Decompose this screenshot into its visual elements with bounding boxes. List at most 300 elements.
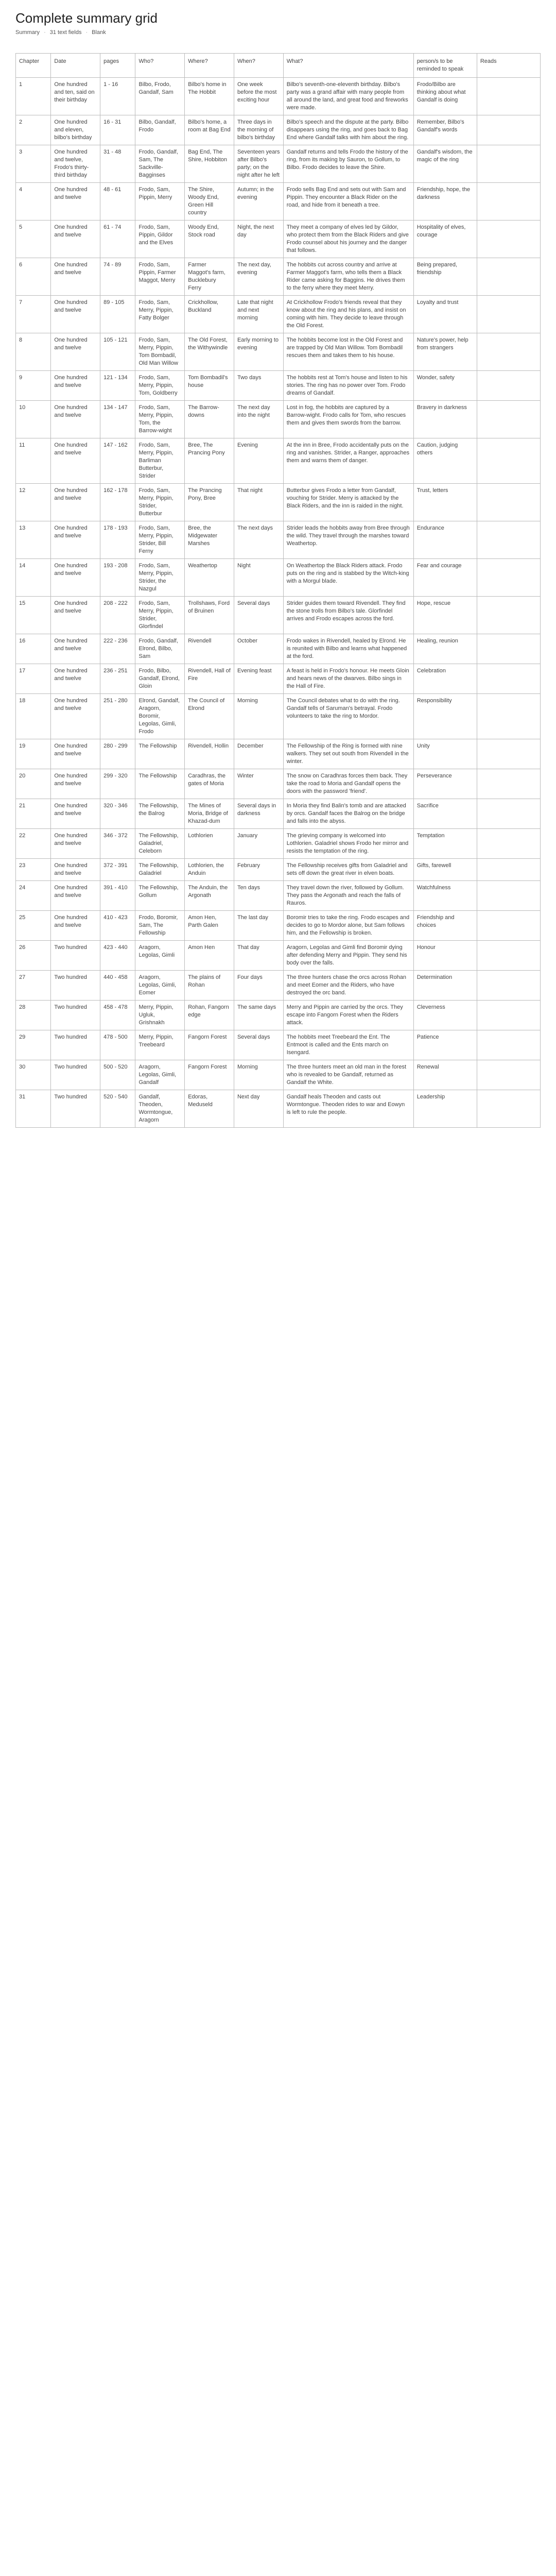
cell-chapter[interactable]: 28	[16, 1001, 51, 1030]
cell-reads[interactable]	[477, 333, 540, 371]
cell-reads[interactable]	[477, 1030, 540, 1060]
cell-reads[interactable]	[477, 258, 540, 296]
cell-what[interactable]: Gandalf returns and tells Frodo the history of the ring, from its making by Sauron, to Gollum, to Bilbo. Frodo decides to leave the Shire.	[283, 145, 413, 183]
cell-pages[interactable]: 147 - 162	[100, 438, 135, 484]
cell-chapter[interactable]: 23	[16, 859, 51, 881]
cell-date[interactable]: One hundred and ten, said on their birthday	[51, 78, 100, 115]
cell-chapter[interactable]: 10	[16, 401, 51, 438]
cell-when[interactable]: January	[234, 829, 283, 859]
cell-reads[interactable]	[477, 941, 540, 971]
cell-what[interactable]: The Council debates what to do with the ring. Gandalf tells of Saruman's betrayal. Frodo volunteers to take the ring to Mordor.	[283, 694, 413, 739]
cell-what[interactable]: Frodo sells Bag End and sets out with Sam and Pippin. They encounter a Black Rider on the road, and hide from it beneath a tree.	[283, 183, 413, 221]
cell-chapter[interactable]: 29	[16, 1030, 51, 1060]
cell-what[interactable]: They meet a company of elves led by Gildor, who protect them from the Black Riders and give Frodo counsel about his journey and the danger that follows.	[283, 221, 413, 258]
cell-what[interactable]: Gandalf heals Theoden and casts out Wormtongue. Theoden rides to war and Eowyn is left to rule the people.	[283, 1090, 413, 1128]
cell-chapter[interactable]: 21	[16, 799, 51, 829]
cell-when[interactable]: Three days in the morning of bilbo's birthday	[234, 115, 283, 145]
cell-person[interactable]: Perseverance	[413, 769, 477, 799]
cell-date[interactable]: One hundred and twelve	[51, 859, 100, 881]
cell-who[interactable]: Aragorn, Legolas, Gimli	[135, 941, 185, 971]
cell-where[interactable]: Amon Hen, Parth Galen	[185, 911, 234, 941]
cell-pages[interactable]: 222 - 236	[100, 634, 135, 664]
cell-who[interactable]: Frodo, Bilbo, Gandalf, Elrond, Gloin	[135, 664, 185, 694]
cell-what[interactable]: The hobbits become lost in the Old Forest and are trapped by Old Man Willow. Tom Bombadil rescues them and takes them to his house.	[283, 333, 413, 371]
cell-person[interactable]: Cleverness	[413, 1001, 477, 1030]
cell-date[interactable]: Two hundred	[51, 971, 100, 1001]
cell-person[interactable]: Patience	[413, 1030, 477, 1060]
cell-person[interactable]: Wonder, safety	[413, 371, 477, 401]
cell-where[interactable]: Fangorn Forest	[185, 1060, 234, 1090]
cell-date[interactable]: One hundred and twelve	[51, 739, 100, 769]
cell-chapter[interactable]: 19	[16, 739, 51, 769]
cell-what[interactable]: Bilbo's speech and the dispute at the party. Bilbo disappears using the ring, and goes back to Bag End where Gandalf talks with him about the ring.	[283, 115, 413, 145]
subtitle-status: Blank	[92, 29, 106, 36]
cell-person[interactable]: Endurance	[413, 521, 477, 559]
cell-reads[interactable]	[477, 634, 540, 664]
table-row	[16, 258, 541, 296]
cell-date[interactable]: Two hundred	[51, 1090, 100, 1128]
cell-when[interactable]: October	[234, 634, 283, 664]
cell-reads[interactable]	[477, 221, 540, 258]
cell-when[interactable]: Winter	[234, 769, 283, 799]
cell-reads[interactable]	[477, 1090, 540, 1128]
cell-reads[interactable]	[477, 664, 540, 694]
cell-when[interactable]: Several days	[234, 1030, 283, 1060]
cell-reads[interactable]	[477, 559, 540, 597]
cell-reads[interactable]	[477, 597, 540, 634]
cell-reads[interactable]	[477, 401, 540, 438]
cell-chapter[interactable]: 11	[16, 438, 51, 484]
cell-chapter[interactable]: 9	[16, 371, 51, 401]
cell-what[interactable]: Merry and Pippin are carried by the orcs. They escape into Fangorn Forest when the Riders attack.	[283, 1001, 413, 1030]
cell-who[interactable]: Elrond, Gandalf, Aragorn, Boromir, Legolas, Gimli, Frodo	[135, 694, 185, 739]
cell-what[interactable]: At Crickhollow Frodo's friends reveal that they know about the ring and his plans, and insist on coming with him. They decide to leave through the Old Forest.	[283, 296, 413, 333]
cell-who[interactable]: Frodo, Sam, Merry, Pippin, Strider, Glorfindel	[135, 597, 185, 634]
cell-what[interactable]: The grieving company is welcomed into Lothlorien. Galadriel shows Frodo her mirror and resists the temptation of the ring.	[283, 829, 413, 859]
cell-date[interactable]: One hundred and twelve	[51, 911, 100, 941]
cell-who[interactable]: Frodo, Boromir, Sam, The Fellowship	[135, 911, 185, 941]
cell-date[interactable]: One hundred and twelve	[51, 183, 100, 221]
cell-when[interactable]: Autumn; in the evening	[234, 183, 283, 221]
cell-chapter[interactable]: 1	[16, 78, 51, 115]
cell-person[interactable]: Temptation	[413, 829, 477, 859]
cell-when[interactable]: The last day	[234, 911, 283, 941]
cell-reads[interactable]	[477, 911, 540, 941]
cell-what[interactable]: Aragorn, Legolas and Gimli find Boromir dying after defending Merry and Pippin. They send his body over the falls.	[283, 941, 413, 971]
cell-chapter[interactable]: 13	[16, 521, 51, 559]
cell-who[interactable]: Merry, Pippin, Treebeard	[135, 1030, 185, 1060]
cell-date[interactable]: One hundred and twelve	[51, 799, 100, 829]
subtitle-count: 31 text fields	[49, 29, 82, 36]
cell-person[interactable]: Leadership	[413, 1090, 477, 1128]
cell-pages[interactable]: 208 - 222	[100, 597, 135, 634]
cell-where[interactable]: Bilbo's home in The Hobbit	[185, 78, 234, 115]
cell-who[interactable]: The Fellowship, Gollum	[135, 881, 185, 911]
table-row	[16, 971, 541, 1001]
cell-where[interactable]: Rivendell, Hollin	[185, 739, 234, 769]
cell-when[interactable]: Several days	[234, 597, 283, 634]
cell-when[interactable]: The next day into the night	[234, 401, 283, 438]
cell-reads[interactable]	[477, 296, 540, 333]
cell-when[interactable]: Morning	[234, 1060, 283, 1090]
cell-reads[interactable]	[477, 694, 540, 739]
cell-where[interactable]: Crickhollow, Buckland	[185, 296, 234, 333]
cell-reads[interactable]	[477, 739, 540, 769]
cell-reads[interactable]	[477, 859, 540, 881]
cell-what[interactable]: The Fellowship of the Ring is formed with nine walkers. They set out south from Rivendell in the winter.	[283, 739, 413, 769]
table-row	[16, 1060, 541, 1090]
column-header-who: Who?	[135, 54, 185, 78]
cell-reads[interactable]	[477, 484, 540, 521]
cell-person[interactable]: Nature's power, help from strangers	[413, 333, 477, 371]
cell-chapter[interactable]: 2	[16, 115, 51, 145]
cell-what[interactable]: The snow on Caradhras forces them back. They take the road to Moria and Gandalf opens the doors with the password 'friend'.	[283, 769, 413, 799]
cell-person[interactable]: Caution, judging others	[413, 438, 477, 484]
cell-where[interactable]: Rivendell, Hall of Fire	[185, 664, 234, 694]
cell-what[interactable]: They travel down the river, followed by Gollum. They pass the Argonath and reach the falls of Rauros.	[283, 881, 413, 911]
cell-what[interactable]: The three hunters meet an old man in the forest who is revealed to be Gandalf, returned as Gandalf the White.	[283, 1060, 413, 1090]
cell-who[interactable]: Frodo, Sam, Merry, Pippin, Fatty Bolger	[135, 296, 185, 333]
cell-when[interactable]: Several days in darkness	[234, 799, 283, 829]
cell-who[interactable]: Frodo, Sam, Merry, Pippin, Strider, the Nazgul	[135, 559, 185, 597]
cell-person[interactable]: Bravery in darkness	[413, 401, 477, 438]
cell-pages[interactable]: 121 - 134	[100, 371, 135, 401]
cell-date[interactable]: One hundred and twelve	[51, 769, 100, 799]
cell-pages[interactable]: 423 - 440	[100, 941, 135, 971]
cell-who[interactable]: Aragorn, Legolas, Gimli, Eomer	[135, 971, 185, 1001]
cell-what[interactable]: The hobbits rest at Tom's house and listen to his stories. The ring has no power over Tom. Frodo dreams of Gandalf.	[283, 371, 413, 401]
cell-date[interactable]: One hundred and twelve, Frodo's thirty-third birthday	[51, 145, 100, 183]
cell-date[interactable]: One hundred and twelve	[51, 258, 100, 296]
cell-who[interactable]: Frodo, Sam, Pippin, Farmer Maggot, Merry	[135, 258, 185, 296]
cell-pages[interactable]: 500 - 520	[100, 1060, 135, 1090]
cell-when[interactable]: That day	[234, 941, 283, 971]
cell-when[interactable]: Four days	[234, 971, 283, 1001]
cell-pages[interactable]: 193 - 208	[100, 559, 135, 597]
table-row	[16, 145, 541, 183]
cell-person[interactable]: Celebration	[413, 664, 477, 694]
table-row	[16, 371, 541, 401]
table-body	[16, 78, 541, 1128]
cell-what[interactable]: On Weathertop the Black Riders attack. Frodo puts on the ring and is stabbed by the Witch-king with a Morgul blade.	[283, 559, 413, 597]
cell-where[interactable]: Rivendell	[185, 634, 234, 664]
cell-what[interactable]: Strider leads the hobbits away from Bree through the wild. They travel through the marshes toward Weathertop.	[283, 521, 413, 559]
cell-chapter[interactable]: 24	[16, 881, 51, 911]
cell-who[interactable]: The Fellowship, the Balrog	[135, 799, 185, 829]
cell-where[interactable]: Bree, the Midgewater Marshes	[185, 521, 234, 559]
cell-date[interactable]: One hundred and eleven, bilbo's birthday	[51, 115, 100, 145]
cell-date[interactable]: One hundred and twelve	[51, 829, 100, 859]
cell-person[interactable]: Renewal	[413, 1060, 477, 1090]
cell-reads[interactable]	[477, 183, 540, 221]
cell-when[interactable]: That night	[234, 484, 283, 521]
cell-chapter[interactable]: 20	[16, 769, 51, 799]
table-row	[16, 78, 541, 115]
cell-when[interactable]: Late that night and next morning	[234, 296, 283, 333]
cell-pages[interactable]: 48 - 61	[100, 183, 135, 221]
cell-what[interactable]: Butterbur gives Frodo a letter from Gandalf, vouching for Strider. Merry is attacked by the Black Riders, and the inn is raided in the night.	[283, 484, 413, 521]
cell-chapter[interactable]: 17	[16, 664, 51, 694]
cell-what[interactable]: The hobbits cut across country and arrive at Farmer Maggot's farm, who tells them a Black Rider came asking for Baggins. He drives them to the ferry where they meet Merry.	[283, 258, 413, 296]
cell-date[interactable]: One hundred and twelve	[51, 634, 100, 664]
cell-date[interactable]: One hundred and twelve	[51, 664, 100, 694]
cell-reads[interactable]	[477, 371, 540, 401]
cell-person[interactable]: Hospitality of elves, courage	[413, 221, 477, 258]
cell-pages[interactable]: 410 - 423	[100, 911, 135, 941]
cell-when[interactable]: The same days	[234, 1001, 283, 1030]
cell-chapter[interactable]: 25	[16, 911, 51, 941]
cell-date[interactable]: Two hundred	[51, 1060, 100, 1090]
cell-date[interactable]: One hundred and twelve	[51, 371, 100, 401]
cell-person[interactable]: Remember, Bilbo's Gandalf's words	[413, 115, 477, 145]
cell-reads[interactable]	[477, 799, 540, 829]
cell-date[interactable]: Two hundred	[51, 1001, 100, 1030]
cell-what[interactable]: At the inn in Bree, Frodo accidentally puts on the ring and vanishes. Strider, a Ranger, approaches them and warns them of danger.	[283, 438, 413, 484]
cell-who[interactable]: Bilbo, Gandalf, Frodo	[135, 115, 185, 145]
cell-who[interactable]: Frodo, Sam, Merry, Pippin, Tom Bombadil, Old Man Willow	[135, 333, 185, 371]
cell-where[interactable]: The Old Forest, the Withywindle	[185, 333, 234, 371]
cell-where[interactable]: The plains of Rohan	[185, 971, 234, 1001]
cell-date[interactable]: Two hundred	[51, 941, 100, 971]
cell-what[interactable]: A feast is held in Frodo's honour. He meets Gloin and hears news of the dwarves. Bilbo sings in the Hall of Fire.	[283, 664, 413, 694]
cell-reads[interactable]	[477, 521, 540, 559]
cell-person[interactable]: Healing, reunion	[413, 634, 477, 664]
cell-reads[interactable]	[477, 115, 540, 145]
cell-person[interactable]: Frodo/Bilbo are thinking about what Gandalf is doing	[413, 78, 477, 115]
cell-where[interactable]: The Council of Elrond	[185, 694, 234, 739]
cell-chapter[interactable]: 3	[16, 145, 51, 183]
column-header-chapter: Chapter	[16, 54, 51, 78]
cell-pages[interactable]: 89 - 105	[100, 296, 135, 333]
table-row	[16, 911, 541, 941]
cell-person[interactable]: Gifts, farewell	[413, 859, 477, 881]
cell-where[interactable]: Caradhras, the gates of Moria	[185, 769, 234, 799]
cell-pages[interactable]: 280 - 299	[100, 739, 135, 769]
cell-date[interactable]: One hundred and twelve	[51, 521, 100, 559]
cell-person[interactable]: Unity	[413, 739, 477, 769]
cell-pages[interactable]: 178 - 193	[100, 521, 135, 559]
cell-date[interactable]: One hundred and twelve	[51, 559, 100, 597]
cell-person[interactable]: Watchfulness	[413, 881, 477, 911]
cell-reads[interactable]	[477, 881, 540, 911]
cell-date[interactable]: One hundred and twelve	[51, 221, 100, 258]
cell-chapter[interactable]: 15	[16, 597, 51, 634]
cell-who[interactable]: Frodo, Gandalf, Elrond, Bilbo, Sam	[135, 634, 185, 664]
cell-chapter[interactable]: 16	[16, 634, 51, 664]
cell-who[interactable]: The Fellowship, Galadriel	[135, 859, 185, 881]
cell-person[interactable]: Friendship, hope, the darkness	[413, 183, 477, 221]
cell-when[interactable]: Seventeen years after Bilbo's party; on the night after he left	[234, 145, 283, 183]
cell-date[interactable]: One hundred and twelve	[51, 333, 100, 371]
table-row	[16, 221, 541, 258]
cell-chapter[interactable]: 5	[16, 221, 51, 258]
cell-chapter[interactable]: 6	[16, 258, 51, 296]
cell-date[interactable]: One hundred and twelve	[51, 597, 100, 634]
cell-what[interactable]: Bilbo's seventh-one-eleventh birthday. Bilbo's party was a grand affair with many people from all around the land, and great food and fireworks were made.	[283, 78, 413, 115]
cell-pages[interactable]: 346 - 372	[100, 829, 135, 859]
cell-where[interactable]: The Anduin, the Argonath	[185, 881, 234, 911]
cell-date[interactable]: Two hundred	[51, 1030, 100, 1060]
cell-date[interactable]: One hundred and twelve	[51, 438, 100, 484]
cell-chapter[interactable]: 7	[16, 296, 51, 333]
cell-reads[interactable]	[477, 438, 540, 484]
cell-when[interactable]: December	[234, 739, 283, 769]
cell-who[interactable]: Aragorn, Legolas, Gimli, Gandalf	[135, 1060, 185, 1090]
cell-what[interactable]: The three hunters chase the orcs across Rohan and meet Eomer and the Riders, who have destroyed the orc band.	[283, 971, 413, 1001]
cell-date[interactable]: One hundred and twelve	[51, 401, 100, 438]
cell-pages[interactable]: 105 - 121	[100, 333, 135, 371]
cell-reads[interactable]	[477, 145, 540, 183]
cell-who[interactable]: Frodo, Sam, Merry, Pippin, Tom, Goldberry	[135, 371, 185, 401]
cell-who[interactable]: Frodo, Sam, Pippin, Merry	[135, 183, 185, 221]
cell-who[interactable]: Frodo, Sam, Merry, Pippin, Barliman Butterbur, Strider	[135, 438, 185, 484]
cell-pages[interactable]: 16 - 31	[100, 115, 135, 145]
cell-when[interactable]: Night, the next day	[234, 221, 283, 258]
cell-who[interactable]: The Fellowship	[135, 769, 185, 799]
cell-pages[interactable]: 31 - 48	[100, 145, 135, 183]
cell-date[interactable]: One hundred and twelve	[51, 694, 100, 739]
cell-date[interactable]: One hundred and twelve	[51, 881, 100, 911]
table-row	[16, 521, 541, 559]
cell-reads[interactable]	[477, 1001, 540, 1030]
cell-reads[interactable]	[477, 829, 540, 859]
cell-where[interactable]: The Prancing Pony, Bree	[185, 484, 234, 521]
cell-reads[interactable]	[477, 971, 540, 1001]
table-row	[16, 183, 541, 221]
cell-where[interactable]: The Barrow-downs	[185, 401, 234, 438]
cell-when[interactable]: The next day, evening	[234, 258, 283, 296]
cell-where[interactable]: The Shire, Woody End, Green Hill country	[185, 183, 234, 221]
cell-where[interactable]: Amon Hen	[185, 941, 234, 971]
cell-chapter[interactable]: 26	[16, 941, 51, 971]
column-header-where: Where?	[185, 54, 234, 78]
cell-where[interactable]: Bag End, The Shire, Hobbiton	[185, 145, 234, 183]
cell-chapter[interactable]: 8	[16, 333, 51, 371]
cell-person[interactable]: Responsibility	[413, 694, 477, 739]
cell-who[interactable]: Frodo, Sam, Merry, Pippin, Tom, the Barrow-wight	[135, 401, 185, 438]
cell-person[interactable]: Determination	[413, 971, 477, 1001]
cell-person[interactable]: Hope, rescue	[413, 597, 477, 634]
cell-where[interactable]: Lothlorien	[185, 829, 234, 859]
cell-pages[interactable]: 299 - 320	[100, 769, 135, 799]
cell-person[interactable]: Friendship and choices	[413, 911, 477, 941]
cell-pages[interactable]: 1 - 16	[100, 78, 135, 115]
cell-what[interactable]: Boromir tries to take the ring. Frodo escapes and decides to go to Mordor alone, but Sam follows him, and the Fellowship is broken.	[283, 911, 413, 941]
column-header-reads: Reads	[477, 54, 540, 78]
cell-chapter[interactable]: 27	[16, 971, 51, 1001]
cell-person[interactable]: Trust, letters	[413, 484, 477, 521]
cell-chapter[interactable]: 14	[16, 559, 51, 597]
cell-where[interactable]: Farmer Maggot's farm, Bucklebury Ferry	[185, 258, 234, 296]
cell-chapter[interactable]: 31	[16, 1090, 51, 1128]
cell-person[interactable]: Being prepared, friendship	[413, 258, 477, 296]
cell-when[interactable]: Next day	[234, 1090, 283, 1128]
cell-who[interactable]: Merry, Pippin, Ugluk, Grishnakh	[135, 1001, 185, 1030]
cell-what[interactable]: Lost in fog, the hobbits are captured by a Barrow-wight. Frodo calls for Tom, who rescues them and gives them swords from the barrow.	[283, 401, 413, 438]
cell-person[interactable]: Fear and courage	[413, 559, 477, 597]
table-row	[16, 597, 541, 634]
cell-when[interactable]: Evening feast	[234, 664, 283, 694]
cell-what[interactable]: In Moria they find Balin's tomb and are attacked by orcs. Gandalf faces the Balrog on the bridge and falls into the abyss.	[283, 799, 413, 829]
cell-pages[interactable]: 478 - 500	[100, 1030, 135, 1060]
cell-where[interactable]: Woody End, Stock road	[185, 221, 234, 258]
cell-reads[interactable]	[477, 1060, 540, 1090]
cell-what[interactable]: The hobbits meet Treebeard the Ent. The Entmoot is called and the Ents march on Isengard.	[283, 1030, 413, 1060]
cell-pages[interactable]: 391 - 410	[100, 881, 135, 911]
cell-where[interactable]: Fangorn Forest	[185, 1030, 234, 1060]
cell-reads[interactable]	[477, 78, 540, 115]
cell-where[interactable]: Trollshaws, Ford of Bruinen	[185, 597, 234, 634]
cell-who[interactable]: Frodo, Sam, Merry, Pippin, Strider, Butterbur	[135, 484, 185, 521]
cell-date[interactable]: One hundred and twelve	[51, 296, 100, 333]
cell-when[interactable]: Two days	[234, 371, 283, 401]
table-row	[16, 941, 541, 971]
cell-when[interactable]: February	[234, 859, 283, 881]
cell-who[interactable]: The Fellowship, Galadriel, Celeborn	[135, 829, 185, 859]
cell-what[interactable]: Frodo wakes in Rivendell, healed by Elrond. He is reunited with Bilbo and learns what happened at the ford.	[283, 634, 413, 664]
cell-person[interactable]: Honour	[413, 941, 477, 971]
cell-chapter[interactable]: 22	[16, 829, 51, 859]
cell-who[interactable]: Frodo, Gandalf, Sam, The Sackville-Bagginses	[135, 145, 185, 183]
cell-when[interactable]: Early morning to evening	[234, 333, 283, 371]
cell-chapter[interactable]: 30	[16, 1060, 51, 1090]
cell-who[interactable]: The Fellowship	[135, 739, 185, 769]
cell-where[interactable]: Lothlorien, the Anduin	[185, 859, 234, 881]
cell-when[interactable]: Morning	[234, 694, 283, 739]
cell-pages[interactable]: 74 - 89	[100, 258, 135, 296]
cell-chapter[interactable]: 12	[16, 484, 51, 521]
cell-who[interactable]: Frodo, Sam, Merry, Pippin, Strider, Bill Ferny	[135, 521, 185, 559]
cell-who[interactable]: Bilbo, Frodo, Gandalf, Sam	[135, 78, 185, 115]
cell-when[interactable]: Ten days	[234, 881, 283, 911]
cell-where[interactable]: Weathertop	[185, 559, 234, 597]
cell-where[interactable]: Bilbo's home, a room at Bag End	[185, 115, 234, 145]
cell-pages[interactable]: 134 - 147	[100, 401, 135, 438]
cell-pages[interactable]: 236 - 251	[100, 664, 135, 694]
cell-person[interactable]: Loyalty and trust	[413, 296, 477, 333]
cell-pages[interactable]: 520 - 540	[100, 1090, 135, 1128]
cell-person[interactable]: Sacrifice	[413, 799, 477, 829]
cell-chapter[interactable]: 4	[16, 183, 51, 221]
cell-date[interactable]: One hundred and twelve	[51, 484, 100, 521]
cell-where[interactable]: Edoras, Meduseld	[185, 1090, 234, 1128]
cell-pages[interactable]: 162 - 178	[100, 484, 135, 521]
cell-who[interactable]: Gandalf, Theoden, Wormtongue, Aragorn	[135, 1090, 185, 1128]
cell-pages[interactable]: 458 - 478	[100, 1001, 135, 1030]
cell-who[interactable]: Frodo, Sam, Pippin, Gildor and the Elves	[135, 221, 185, 258]
cell-person[interactable]: Gandalf's wisdom, the magic of the ring	[413, 145, 477, 183]
cell-when[interactable]: Night	[234, 559, 283, 597]
cell-pages[interactable]: 372 - 391	[100, 859, 135, 881]
cell-where[interactable]: Rohan, Fangorn edge	[185, 1001, 234, 1030]
cell-where[interactable]: The Mines of Moria, Bridge of Khazad-dum	[185, 799, 234, 829]
cell-where[interactable]: Tom Bombadil's house	[185, 371, 234, 401]
cell-where[interactable]: Bree, The Prancing Pony	[185, 438, 234, 484]
cell-when[interactable]: Evening	[234, 438, 283, 484]
cell-when[interactable]: One week before the most exciting hour	[234, 78, 283, 115]
cell-reads[interactable]	[477, 769, 540, 799]
cell-when[interactable]: The next days	[234, 521, 283, 559]
cell-chapter[interactable]: 18	[16, 694, 51, 739]
page-subtitle	[15, 29, 541, 36]
cell-pages[interactable]: 61 - 74	[100, 221, 135, 258]
cell-what[interactable]: Strider guides them toward Rivendell. They find the stone trolls from Bilbo's tale. Glorfindel arrives and Frodo escapes across the ford.	[283, 597, 413, 634]
cell-what[interactable]: The Fellowship receives gifts from Galadriel and sets off down the great river in elven boats.	[283, 859, 413, 881]
cell-pages[interactable]: 440 - 458	[100, 971, 135, 1001]
column-header-pages: pages	[100, 54, 135, 78]
cell-pages[interactable]: 251 - 280	[100, 694, 135, 739]
cell-pages[interactable]: 320 - 346	[100, 799, 135, 829]
